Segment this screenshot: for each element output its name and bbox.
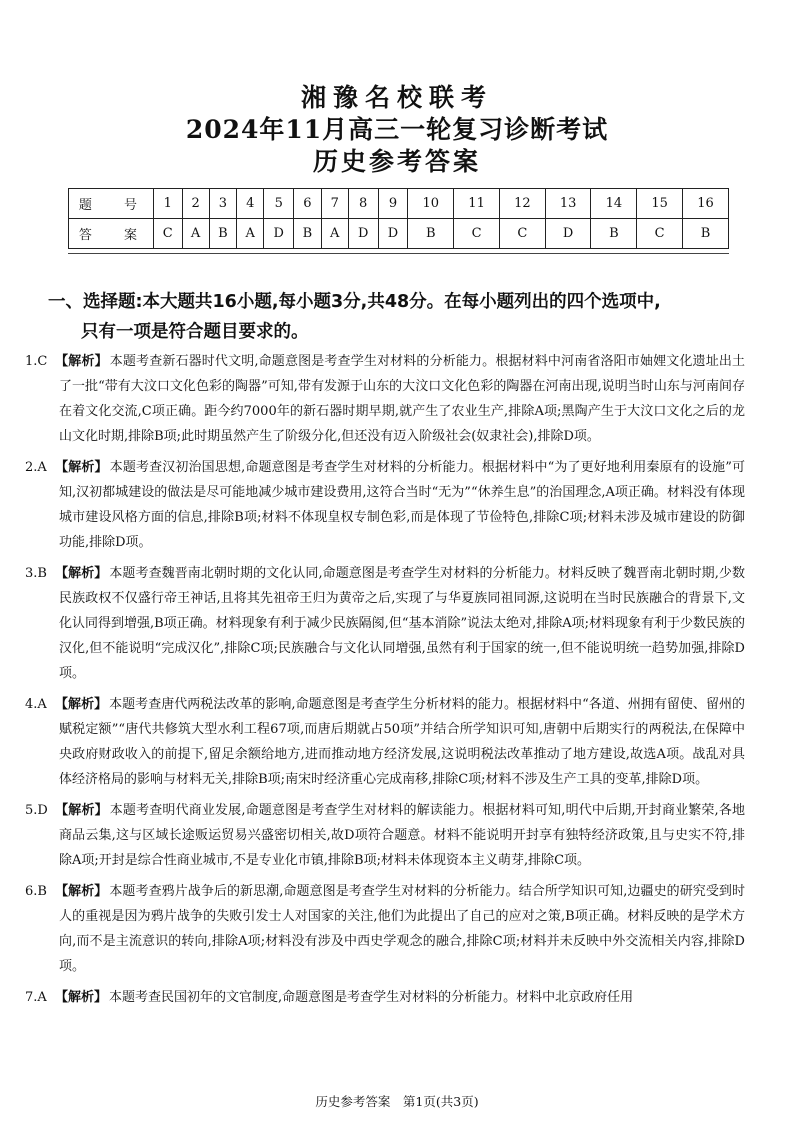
answer-label: 答 案 <box>69 219 154 249</box>
section-heading-line1: 一、选择题:本大题共16小题,每小题3分,共48分。在每小题列出的四个选项中, <box>48 292 661 312</box>
question-number-cell: 15 <box>637 189 683 219</box>
answer-cell: C <box>454 219 500 249</box>
answer-cell: A <box>237 219 264 249</box>
question-number-cell: 16 <box>683 189 729 219</box>
answer-cell: C <box>154 219 183 249</box>
item-answer-number: 7.A <box>25 990 47 1005</box>
answer-cell: B <box>408 219 454 249</box>
analysis-text: 本题考查魏晋南北朝时期的文化认同,命题意图是考查学生对材料的分析能力。材料反映了魏晋南北朝时期,少数民族政权不仅盛行帝王神话,且将其先祖帝王归为黄帝之后,实现了与华夏族同祖同源,这说明在当时民族融合的背景下,文化认同得到增强,B项正确。材料现象有利于减少民族隔阂,但“基本消除”说法太绝对,排除A项;材料现象有利于少数民族的汉化,但不能说明“完成汉化”,排除C项;民族融合与文化认同增强,虽然有利于国家的统一,但不能说明统一趋势加强,排除D项。 <box>59 566 746 681</box>
exam-org-title: 湘豫名校联考 <box>300 83 493 112</box>
answer-cell: C <box>499 219 545 249</box>
question-number-cell: 13 <box>545 189 591 219</box>
item-answer-number: 1.C <box>25 354 48 369</box>
answer-cell: D <box>348 219 378 249</box>
analysis-tag: 【解析】 <box>55 566 108 581</box>
question-number-row <box>69 189 729 219</box>
analysis-text: 本题考查唐代两税法改革的影响,命题意图是考查学生分析材料的能力。根据材料中“各道、州拥有留使、留州的赋税定额”“唐代共修筑大型水利工程67项,而唐后期就占50项”并结合所学知识可知,唐朝中后期实行的两税法,在保障中央政府财政收入的前提下,留足余额给地方,进而推动地方经济发展,这说明税法改革推动了地方建设,故选A项。战乱对具体经济格局的影响与材料无关,排除B项;南宋时经济重心完成南移,排除C项;材料不涉及生产工具的变革,排除D项。 <box>59 697 745 787</box>
answer-row <box>69 219 729 249</box>
analysis-tag: 【解析】 <box>55 990 108 1005</box>
page-footer: 历史参考答案 第1页(共3页) <box>315 1094 479 1109</box>
analysis-text: 本题考查汉初治国思想,命题意图是考查学生对材料的分析能力。根据材料中“为了更好地利用秦原有的设施”可知,汉初都城建设的做法是尽可能地减少城市建设费用,这符合当时“无为”“休养生息”的治国理念,A项正确。材料没有体现城市建设风格方面的信息,排除B项;材料不体现皇权专制色彩,而是体现了节俭特色,排除C项;材料未涉及城市建设的防御功能,排除D项。 <box>59 460 745 550</box>
answer-cell: A <box>321 219 348 249</box>
answer-cell: B <box>294 219 322 249</box>
answer-table <box>68 188 729 249</box>
explanation-item <box>25 798 745 873</box>
analysis-text: 本题考查民国初年的文官制度,命题意图是考查学生对材料的分析能力。材料中北京政府任用 <box>109 990 634 1005</box>
explanation-item <box>25 985 745 1010</box>
question-number-cell: 3 <box>209 189 237 219</box>
question-number-cell: 2 <box>182 189 209 219</box>
item-answer-number: 3.B <box>25 566 47 581</box>
item-answer-number: 6.B <box>25 884 47 899</box>
analysis-tag: 【解析】 <box>55 460 108 475</box>
question-number-cell: 6 <box>294 189 322 219</box>
question-number-cell: 8 <box>348 189 378 219</box>
answer-cell: C <box>637 219 683 249</box>
exam-name-title: 2024年11月高三一轮复习诊断考试 <box>185 115 609 144</box>
answer-cell: B <box>683 219 729 249</box>
question-number-cell: 4 <box>237 189 264 219</box>
answer-cell: B <box>591 219 637 249</box>
section-heading <box>48 287 760 347</box>
explanation-list <box>25 349 745 1016</box>
question-number-cell: 9 <box>378 189 408 219</box>
analysis-text: 本题考查鸦片战争后的新思潮,命题意图是考查学生对材料的分析能力。结合所学知识可知,边疆史的研究受到时人的重视是因为鸦片战争的失败引发士人对国家的关注,他们为此提出了自己的应对之策,B项正确。材料反映的是学术方向,而不是主流意识的转向,排除A项;材料没有涉及中西史学观念的融合,排除C项;材料并未反映中外交流相关内容,排除D项。 <box>59 884 745 974</box>
item-answer-number: 2.A <box>25 460 47 475</box>
explanation-item <box>25 561 745 686</box>
explanation-item <box>25 879 745 979</box>
answer-cell: D <box>545 219 591 249</box>
explanation-item <box>25 455 745 555</box>
question-number-cell: 10 <box>408 189 454 219</box>
section-heading-line2: 只有一项是符合题目要求的。 <box>81 322 309 342</box>
question-number-cell: 1 <box>154 189 183 219</box>
question-number-cell: 12 <box>499 189 545 219</box>
analysis-text: 本题考查明代商业发展,命题意图是考查学生对材料的解读能力。根据材料可知,明代中后期,开封商业繁荣,各地商品云集,这与区域长途贩运贸易兴盛密切相关,故D项符合题意。材料不能说明开封享有独特经济政策,且与史实不符,排除A项;开封是综合性商业城市,不是专业化市镇,排除B项;材料未体现资本主义萌芽,排除C项。 <box>59 803 745 868</box>
analysis-tag: 【解析】 <box>55 803 108 818</box>
question-number-cell: 14 <box>591 189 637 219</box>
analysis-tag: 【解析】 <box>55 354 108 369</box>
item-answer-number: 4.A <box>25 697 47 712</box>
question-number-cell: 5 <box>264 189 294 219</box>
answer-doc-title: 历史参考答案 <box>312 147 481 176</box>
question-number-cell: 7 <box>321 189 348 219</box>
analysis-text: 本题考查新石器时代文明,命题意图是考查学生对材料的分析能力。根据材料中河南省洛阳市妯娌文化遗址出土了一批“带有大汶口文化色彩的陶器”可知,带有发源于山东的大汶口文化色彩的陶器在河南出现,说明当时山东与河南间存在着文化交流,C项正确。距今约7000年的新石器时期早期,就产生了农业生产,排除A项;黑陶产生于大汶口文化之后的龙山文化时期,排除B项;此时期虽然产生了阶级分化,但还没有迈入阶级社会(奴隶社会),排除D项。 <box>59 354 745 444</box>
item-answer-number: 5.D <box>25 803 48 818</box>
answer-cell: B <box>209 219 237 249</box>
question-number-cell: 11 <box>454 189 500 219</box>
divider <box>68 253 729 254</box>
answer-cell: D <box>264 219 294 249</box>
explanation-item <box>25 692 745 792</box>
answer-cell: D <box>378 219 408 249</box>
explanation-item <box>25 349 745 449</box>
analysis-tag: 【解析】 <box>55 884 108 899</box>
analysis-tag: 【解析】 <box>55 697 108 712</box>
question-number-label: 题 号 <box>69 189 154 219</box>
answer-cell: A <box>182 219 209 249</box>
